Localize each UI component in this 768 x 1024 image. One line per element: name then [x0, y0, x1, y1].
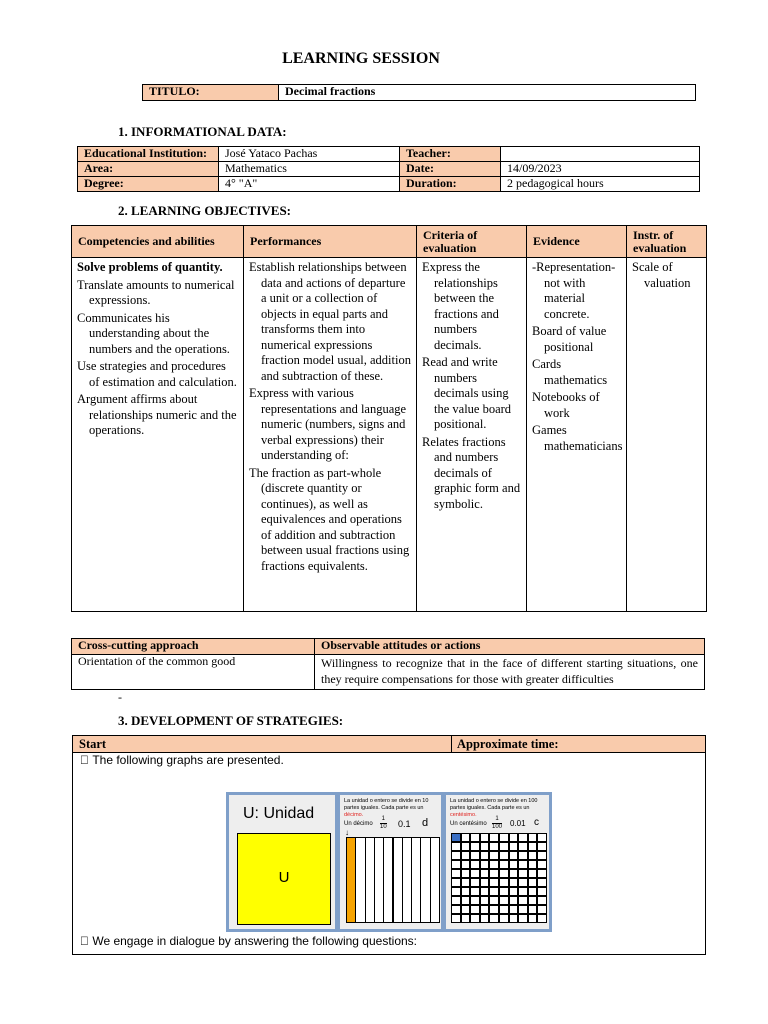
hundredth-cell — [451, 869, 461, 878]
tenths-description: La unidad o entero se divide en 10 partes iguales. Cada parte es un — [344, 798, 429, 811]
hundredth-cell — [509, 914, 519, 923]
hundredth-cell — [537, 914, 547, 923]
hundredth-cell — [461, 869, 471, 878]
hundredth-cell — [480, 833, 490, 842]
competency-item: Argument affirms about relationships numeric and the operations. — [77, 392, 237, 437]
hundredth-cell — [461, 896, 471, 905]
hundredth-cell — [489, 842, 499, 851]
degree-label: Degree: — [78, 177, 219, 192]
hundredth-cell — [461, 860, 471, 869]
header-criteria: Criteria of evaluation — [417, 226, 527, 258]
hundredth-cell — [470, 878, 480, 887]
degree-value: 4° "A" — [219, 177, 400, 192]
hundredth-cell — [451, 887, 461, 896]
tenths-numerator: 1 — [381, 816, 386, 822]
hundredth-cell — [499, 896, 509, 905]
titulo-table — [142, 84, 696, 101]
hundredth-cell — [480, 860, 490, 869]
unit-letter: U — [278, 869, 290, 886]
hundredth-cell — [470, 833, 480, 842]
competencies-cell — [72, 258, 244, 612]
hundredth-cell — [451, 905, 461, 914]
evidence-item: Board of value positional — [532, 324, 607, 354]
header-evidence: Evidence — [527, 226, 627, 258]
unit-title: U: Unidad — [243, 805, 315, 822]
hundredth-cell — [480, 878, 490, 887]
hundredth-cell — [499, 905, 509, 914]
hundredth-cell — [480, 851, 490, 860]
hundredth-cell — [509, 851, 519, 860]
hundredth-cell — [537, 878, 547, 887]
tenths-panel — [337, 792, 444, 932]
header-performances: Performances — [244, 226, 417, 258]
criteria-item: Read and write numbers decimals using the value board positional. — [422, 355, 512, 431]
hundredth-cell — [528, 914, 538, 923]
evidence-item: Cards mathematics — [532, 357, 608, 387]
hundredth-cell — [499, 878, 509, 887]
hundredth-cell — [518, 851, 528, 860]
hundredth-cell — [518, 860, 528, 869]
objectives-table — [71, 225, 707, 612]
evidence-item: Notebooks of work — [532, 390, 600, 420]
hundredths-numerator: 1 — [495, 816, 499, 822]
hundredth-cell — [528, 842, 538, 851]
hundredth-cell — [518, 914, 528, 923]
tenths-strip — [346, 837, 439, 923]
hundredth-cell — [499, 842, 509, 851]
hundredth-cell — [499, 887, 509, 896]
hundredth-cell — [489, 833, 499, 842]
hundredth-cell — [528, 878, 538, 887]
hundredth-cell — [451, 833, 461, 842]
hundredth-cell — [470, 869, 480, 878]
hundredth-cell — [518, 842, 528, 851]
competency-item: Translate amounts to numerical expressions. — [77, 277, 235, 307]
hundredth-cell — [489, 896, 499, 905]
hundredth-cell — [499, 869, 509, 878]
hundredth-cell — [537, 860, 547, 869]
hundredth-cell — [470, 887, 480, 896]
hundredth-cell — [461, 878, 471, 887]
hundredth-cell — [489, 860, 499, 869]
hundredth-cell — [480, 905, 490, 914]
hundredth-cell — [509, 833, 519, 842]
duration-label: Duration: — [400, 177, 501, 192]
hundredths-letter: c — [534, 817, 539, 828]
competency-title: Solve problems of quantity. — [77, 260, 223, 274]
hundredth-cell — [489, 878, 499, 887]
unit-panel — [226, 792, 338, 932]
hundredth-cell — [537, 833, 547, 842]
crosscutting-table — [71, 638, 705, 690]
hundredth-cell — [461, 914, 471, 923]
hundredth-cell — [518, 869, 528, 878]
hundredth-cell — [499, 914, 509, 923]
crosscutting-approach: Orientation of the common good — [72, 655, 315, 690]
evidence-item: -Representation- not with material concrete. — [532, 260, 616, 321]
tenths-decimal: 0.1 — [398, 819, 411, 829]
hundredths-highlight: centésimo. — [450, 812, 477, 818]
hundredth-cell — [451, 896, 461, 905]
hundredth-cell — [499, 851, 509, 860]
hundredth-cell — [480, 887, 490, 896]
hundredth-cell — [537, 869, 547, 878]
criteria-cell — [417, 258, 527, 612]
hundredth-cell — [489, 914, 499, 923]
hundredth-cell — [528, 896, 538, 905]
attitudes-header: Observable attitudes or actions — [315, 639, 705, 655]
hundredth-cell — [509, 887, 519, 896]
date-value: 14/09/2023 — [501, 162, 700, 177]
hundredth-cell — [537, 896, 547, 905]
hundredth-cell — [451, 914, 461, 923]
hundredth-cell — [537, 887, 547, 896]
arrow-down-icon: ↓ — [345, 828, 349, 837]
hundredth-cell — [509, 842, 519, 851]
hundredth-cell — [499, 860, 509, 869]
hundredth-cell — [461, 887, 471, 896]
tenths-fraction — [380, 816, 387, 831]
criteria-item: Express the relationships between the fractions and numbers decimals. — [422, 260, 499, 352]
performance-item: Establish relationships between data and actions of departure a unit or a collection of objects in equal parts and transforms them into numerical expressions fraction model usual, addition and subtraction of these. — [249, 260, 411, 383]
fraction-graphs — [226, 792, 552, 932]
institution-label: Educational Institution: — [78, 147, 219, 162]
hundredth-cell — [470, 896, 480, 905]
header-competencies: Competencies and abilities — [72, 226, 244, 258]
section-development: 3. DEVELOPMENT OF STRATEGIES: — [118, 713, 344, 728]
hundredth-cell — [499, 833, 509, 842]
hundredth-cell — [480, 896, 490, 905]
hundredth-cell — [528, 887, 538, 896]
hundredth-cell — [528, 851, 538, 860]
hundredths-panel — [443, 792, 552, 932]
hundredth-cell — [518, 878, 528, 887]
institution-value: José Yataco Pachas — [219, 147, 400, 162]
hundredth-cell — [461, 905, 471, 914]
approximate-time-label: Approximate time: — [457, 737, 559, 751]
dialogue-questions-text: We engage in dialogue by answering the following questions: — [80, 934, 405, 948]
evidence-cell — [527, 258, 627, 612]
hundredth-cell — [489, 851, 499, 860]
crosscutting-header: Cross-cutting approach — [72, 639, 315, 655]
hundredth-cell — [451, 860, 461, 869]
header-instrument: Instr. of evaluation — [627, 226, 707, 258]
titulo-label: TITULO: — [143, 85, 279, 101]
criteria-item: Relates fractions and numbers decimals of graphic form and symbolic. — [422, 434, 521, 511]
instrument-cell — [627, 258, 707, 612]
tenths-name: Un décimo — [344, 821, 373, 827]
graphs-presented-text: The following graphs are presented. — [80, 753, 272, 767]
hundredths-grid — [451, 833, 547, 923]
performance-item: The fraction as part-whole (discrete quantity or continues), as well as equivalences and operations of addition and subtraction between usual fractions using fractions equivalents. — [249, 465, 410, 573]
hundredth-cell — [461, 833, 471, 842]
hundredth-cell — [489, 887, 499, 896]
date-label: Date: — [400, 162, 501, 177]
tenths-letter: d — [422, 817, 429, 829]
hundredth-cell — [518, 887, 528, 896]
hundredth-cell — [470, 851, 480, 860]
hundredth-cell — [480, 842, 490, 851]
hundredth-cell — [451, 851, 461, 860]
hundredth-cell — [470, 914, 480, 923]
hundredths-decimal: 0.01 — [510, 819, 526, 828]
hundredth-cell — [528, 860, 538, 869]
tenths-highlight: décimo. — [344, 812, 364, 818]
hundredth-cell — [509, 896, 519, 905]
titulo-value: Decimal fractions — [279, 85, 696, 101]
hundredths-name: Un centésimo — [450, 821, 487, 827]
unit-square — [237, 833, 331, 925]
area-value: Mathematics — [219, 162, 400, 177]
hundredth-cell — [509, 878, 519, 887]
instrument-item: Scale of valuation — [632, 260, 691, 290]
hundredth-cell — [509, 860, 519, 869]
hundredth-cell — [537, 905, 547, 914]
performances-cell — [244, 258, 417, 612]
development-header — [73, 736, 705, 753]
hundredth-cell — [537, 842, 547, 851]
attitudes-action: Willingness to recognize that in the face of different starting situations, one they require compensations for those with greater difficulties — [315, 655, 705, 690]
hundredth-cell — [518, 905, 528, 914]
hundredths-fraction — [492, 816, 502, 831]
competency-item: Use strategies and procedures of estimation and calculation. — [77, 359, 237, 389]
hundredth-cell — [451, 878, 461, 887]
teacher-value — [501, 147, 700, 162]
tenths-denominator: 10 — [380, 824, 387, 830]
performance-item: Express with various representations and language numeric (numbers, signs and verbal expressions) their understanding of: — [249, 386, 407, 462]
hundredth-cell — [470, 842, 480, 851]
hundredths-description: La unidad o entero se divide en 100 partes iguales. Cada parte es un — [450, 798, 538, 811]
section-learning-objectives: 2. LEARNING OBJECTIVES: — [118, 203, 292, 218]
development-box — [72, 735, 706, 955]
teacher-label: Teacher: — [400, 147, 501, 162]
section-informational-data: 1. INFORMATIONAL DATA: — [118, 124, 287, 139]
hundredth-cell — [518, 833, 528, 842]
dash-marker: - — [118, 690, 122, 704]
hundredth-cell — [461, 842, 471, 851]
info-table — [77, 146, 700, 192]
tenth-bar — [430, 837, 440, 923]
hundredths-denominator: 100 — [492, 824, 503, 830]
hundredth-cell — [528, 869, 538, 878]
competency-item: Communicates his understanding about the numbers and the operations. — [77, 310, 230, 356]
area-label: Area: — [78, 162, 219, 177]
hundredth-cell — [470, 860, 480, 869]
hundredth-cell — [509, 905, 519, 914]
hundredth-cell — [537, 851, 547, 860]
hundredth-cell — [528, 833, 538, 842]
hundredth-cell — [461, 851, 471, 860]
hundredth-cell — [489, 905, 499, 914]
hundredth-cell — [480, 914, 490, 923]
hundredth-cell — [528, 905, 538, 914]
hundredth-cell — [470, 905, 480, 914]
hundredth-cell — [451, 842, 461, 851]
evidence-item: Games mathematicians — [532, 423, 623, 453]
hundredth-cell — [489, 869, 499, 878]
hundredth-cell — [509, 869, 519, 878]
start-label: Start — [79, 737, 107, 751]
document-title: LEARNING SESSION — [282, 50, 440, 67]
hundredth-cell — [518, 896, 528, 905]
hundredth-cell — [480, 869, 490, 878]
duration-value: 2 pedagogical hours — [501, 177, 700, 192]
